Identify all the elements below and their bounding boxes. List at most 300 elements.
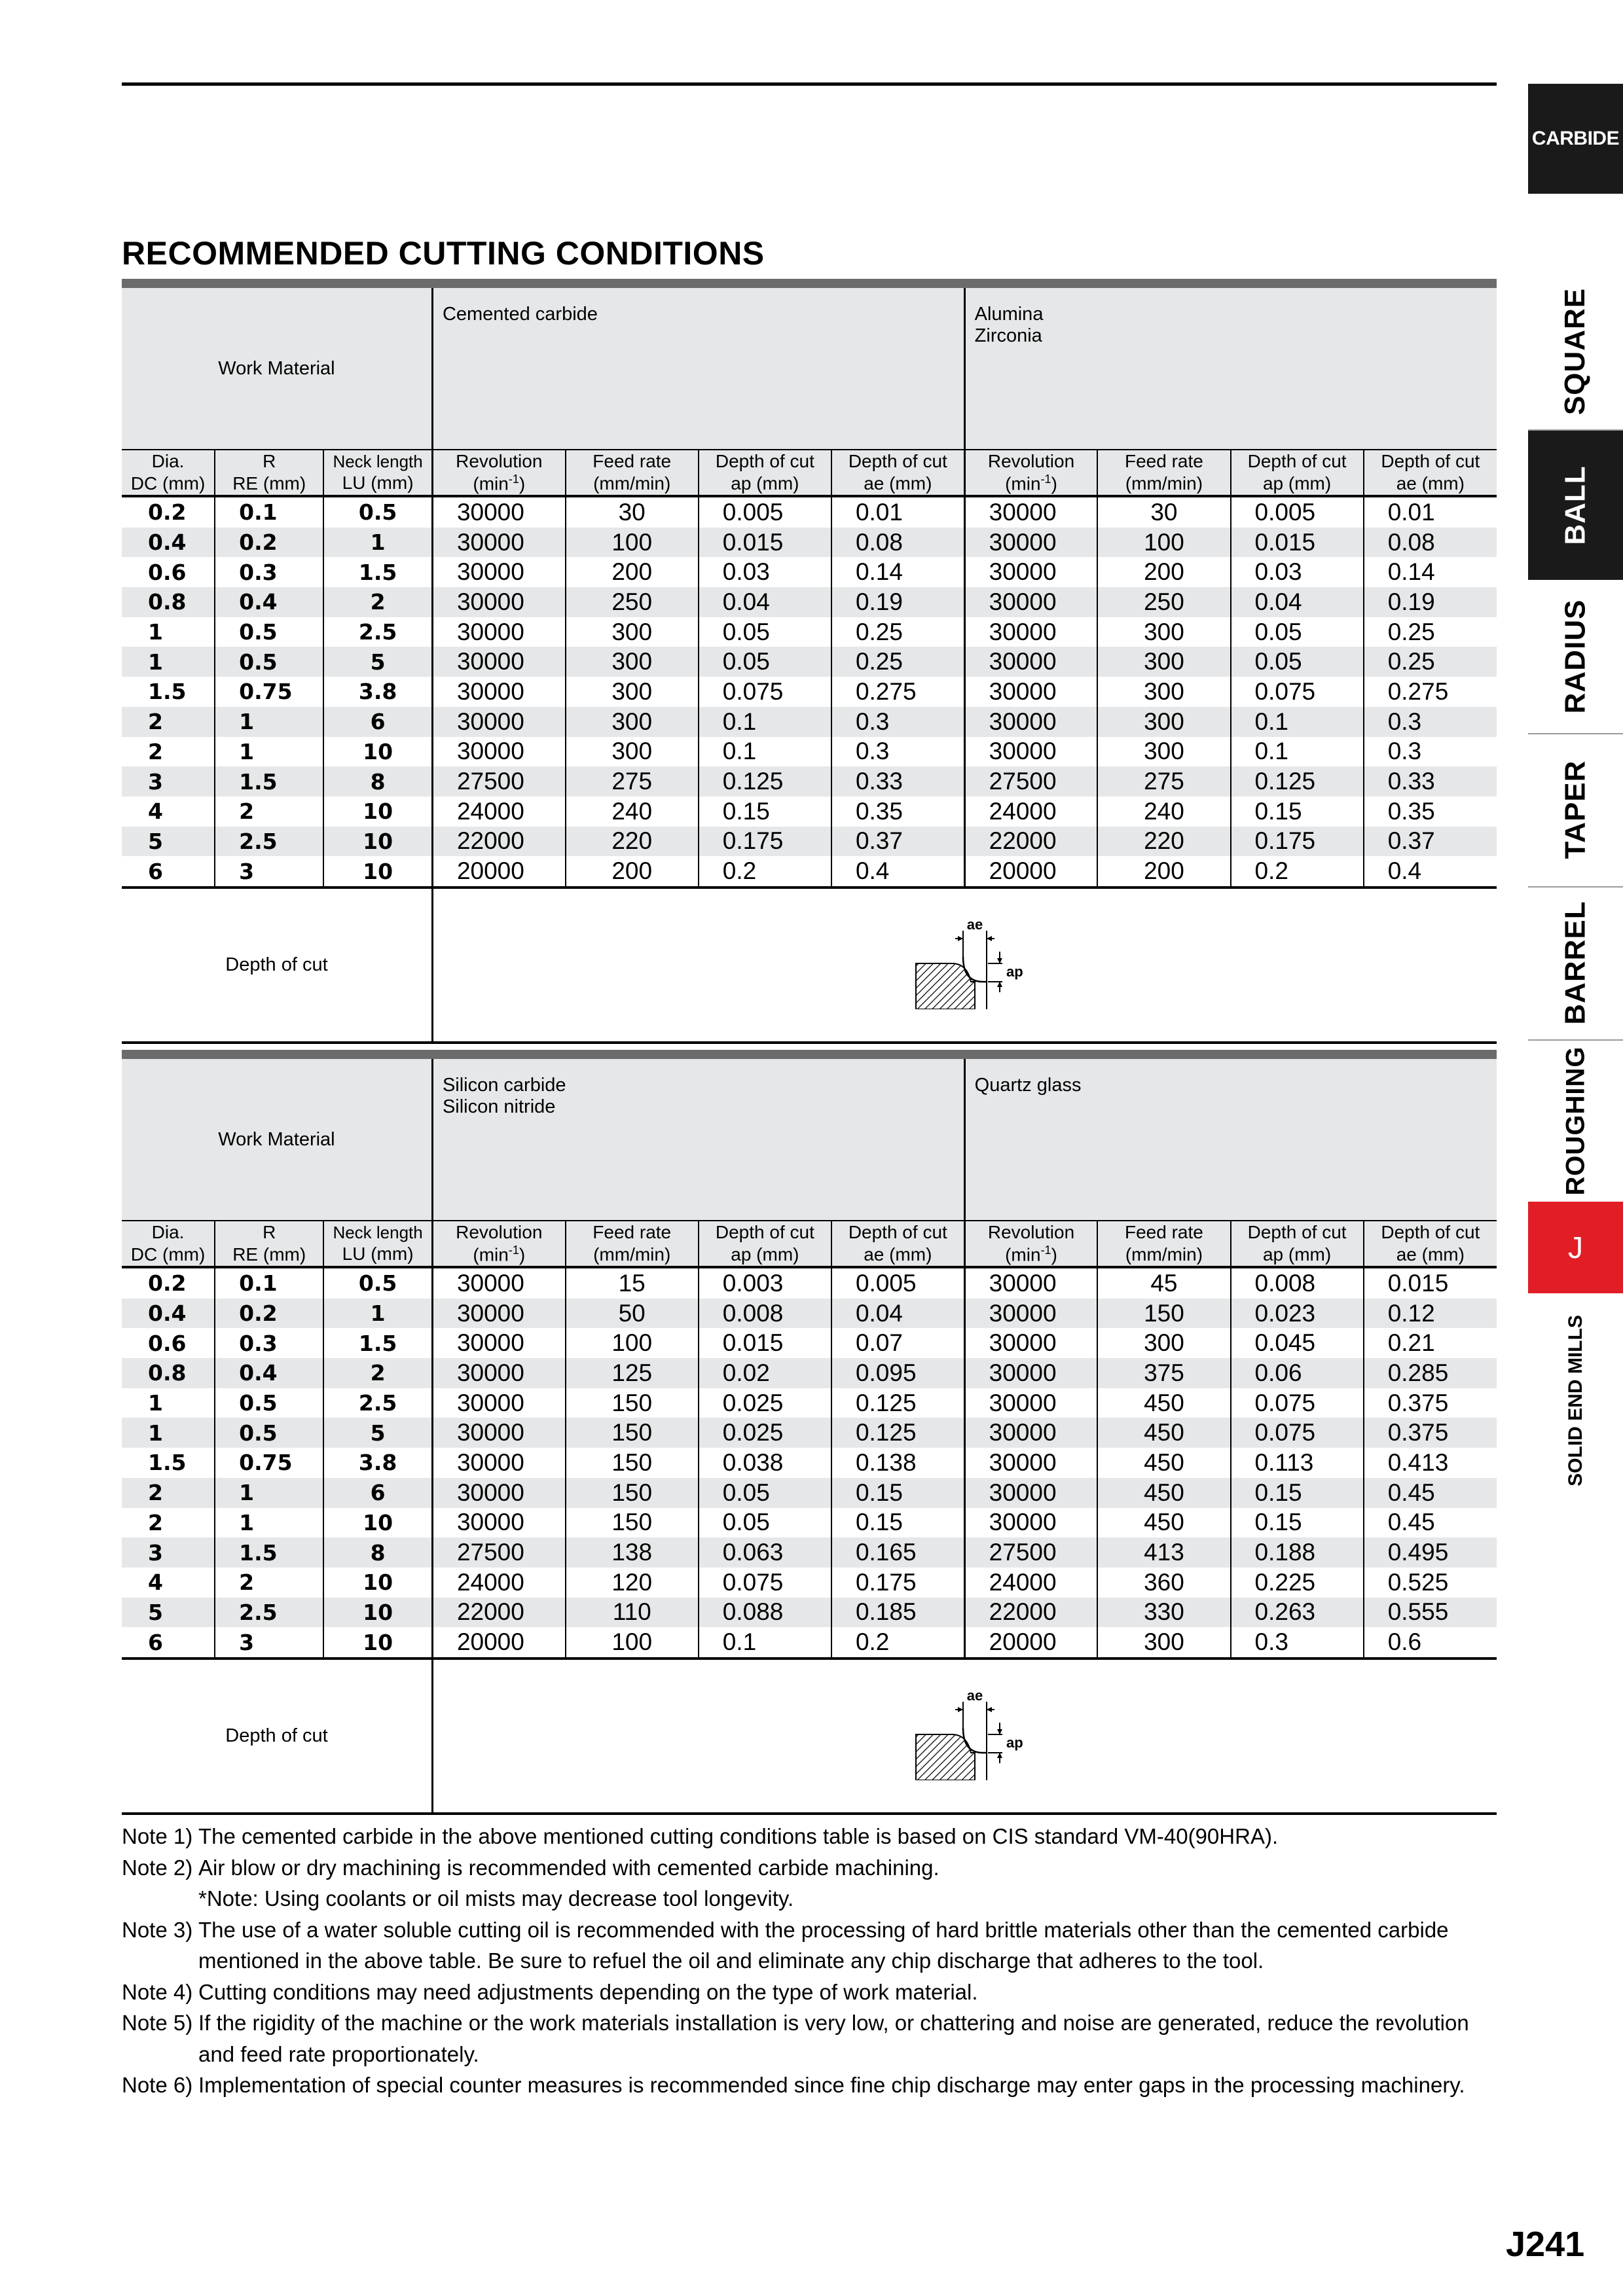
table-cell: 24000 [964, 1568, 1097, 1598]
depth-of-cut-row [122, 888, 1497, 1043]
material-name [432, 288, 964, 450]
table-cell: 0.04 [831, 1299, 964, 1329]
column-header-line: LU (mm) [342, 472, 414, 493]
column-header-line: DC (mm) [130, 473, 206, 493]
column-header-line: ap (mm) [1262, 473, 1332, 493]
table-cell: 3 [122, 766, 215, 797]
table-cell: 0.25 [1364, 647, 1497, 677]
column-header-line [433, 473, 565, 495]
material-name-line: Cemented carbide [442, 304, 598, 325]
table-cell: 0.3 [215, 557, 323, 587]
table-cell: 0.3 [831, 737, 964, 767]
table-cell: 6 [122, 856, 215, 888]
table-cell: 150 [566, 1508, 699, 1538]
table-cell: 0.1 [699, 1627, 831, 1659]
table-cell: 0.008 [1231, 1267, 1364, 1299]
table-cell: 0.025 [699, 1418, 831, 1448]
table-cell: 0.8 [122, 1358, 215, 1388]
table-cell: 30000 [432, 1358, 565, 1388]
table-cell: 0.2 [1231, 856, 1364, 888]
table-cell: 0.3 [215, 1328, 323, 1358]
table-cell: 1 [323, 528, 432, 558]
table-row [122, 1299, 1497, 1329]
table-cell: 0.2 [215, 528, 323, 558]
table-row [122, 1418, 1497, 1448]
note-item [122, 2070, 1497, 2101]
table-cell: 300 [1097, 647, 1230, 677]
table-cell: 30000 [432, 1508, 565, 1538]
table-cell: 0.495 [1364, 1537, 1497, 1568]
table-cell: 0.05 [699, 1478, 831, 1508]
table-cell: 120 [566, 1568, 699, 1598]
table-cell: 22000 [964, 1598, 1097, 1628]
column-header-line: Neck length [333, 1222, 423, 1242]
column-header-feed [1097, 1221, 1230, 1267]
table-cell: 0.2 [215, 1299, 323, 1329]
table-top-bar [122, 1050, 1497, 1059]
table-cell: 450 [1097, 1478, 1230, 1508]
material-name [964, 1059, 1497, 1221]
table-cell: 0.14 [831, 557, 964, 587]
table-cell: 0.3 [831, 707, 964, 737]
table-cell: 30000 [432, 707, 565, 737]
table-cell: 3 [215, 1627, 323, 1659]
table-cell: 30000 [432, 528, 565, 558]
ae-label: ae [966, 1688, 983, 1704]
table-row [122, 496, 1497, 528]
table-cell: 220 [1097, 827, 1230, 857]
cutting-table-2 [122, 1050, 1497, 1815]
column-header-ap [1231, 450, 1364, 496]
column-header-line: Revolution [456, 451, 543, 472]
note-item [122, 2007, 1497, 2070]
table-cell: 0.14 [1387, 558, 1435, 586]
tab-carbide[interactable] [1528, 84, 1623, 194]
column-header-line: Depth of cut [848, 1222, 947, 1243]
table-cell: 0.2 [122, 1267, 215, 1299]
table-row [122, 707, 1497, 737]
table-cell: 1 [215, 1478, 323, 1508]
table-cell: 0.05 [699, 647, 831, 677]
column-header-line: ap (mm) [731, 473, 799, 493]
table-cell: 100 [1097, 528, 1230, 558]
depth-of-cut-diagram [890, 1689, 1040, 1780]
table-cell: 30000 [964, 1418, 1097, 1448]
table-cell: 450 [1097, 1508, 1230, 1538]
table-cell: 250 [1097, 587, 1230, 617]
table-cell: 6 [122, 1627, 215, 1659]
unit-text: ) [1051, 1244, 1057, 1265]
table-cell: 15 [566, 1267, 699, 1299]
tab-radius[interactable] [1528, 581, 1623, 732]
solid-end-mills-label [1528, 1302, 1623, 1499]
table-cell: 413 [1097, 1537, 1230, 1568]
table-cell: 360 [1097, 1568, 1230, 1598]
column-header-line: (mm/min) [1125, 1244, 1203, 1265]
note-number: Note 2) [122, 1855, 193, 1880]
table-cell: 30000 [964, 647, 1097, 677]
table-cell: 0.1 [699, 737, 831, 767]
table-cell: 138 [566, 1537, 699, 1568]
table-cell: 30000 [964, 1448, 1097, 1478]
table-row [122, 1598, 1497, 1628]
table-cell: 2 [215, 797, 323, 827]
tab-taper[interactable] [1528, 734, 1623, 885]
table-cell: 100 [566, 1328, 699, 1358]
table-cell: 30000 [964, 557, 1097, 587]
table-cell: 30000 [432, 1299, 565, 1329]
table-cell: 0.1 [215, 1267, 323, 1299]
table-row [122, 647, 1497, 677]
column-header-row [122, 1221, 1497, 1267]
table-cell: 0.038 [699, 1448, 831, 1478]
column-header-line: R [263, 451, 276, 472]
table-cell: 0.138 [831, 1448, 964, 1478]
table-cell: 10 [323, 827, 432, 857]
table-cell: 0.4 [122, 1299, 215, 1329]
table-cell: 0.35 [831, 797, 964, 827]
column-header-r [215, 450, 323, 496]
table-cell: 0.285 [1364, 1358, 1497, 1388]
unit-text: (min [473, 473, 509, 494]
table-cell: 30000 [432, 587, 565, 617]
table-cell: 22000 [432, 1598, 565, 1628]
column-header-line: Depth of cut [1247, 1222, 1347, 1243]
table-cell: 0.003 [699, 1267, 831, 1299]
table-cell: 0.525 [1387, 1568, 1449, 1596]
table-cell: 240 [1097, 797, 1230, 827]
ae-label: ae [966, 917, 983, 933]
table-cell: 10 [323, 797, 432, 827]
column-header-line: RE (mm) [232, 1244, 306, 1265]
table-cell: 2.5 [323, 617, 432, 647]
table-cell: 0.5 [215, 1388, 323, 1418]
table-cell: 0.275 [1387, 677, 1449, 705]
table-row [122, 1478, 1497, 1508]
table-cell: 6 [323, 707, 432, 737]
notes [122, 1821, 1497, 2101]
column-header-rev [432, 450, 565, 496]
table-cell: 0.8 [122, 587, 215, 617]
table-cell: 1.5 [122, 1448, 215, 1478]
table-cell: 0.1 [215, 496, 323, 528]
table-cell: 0.5 [215, 647, 323, 677]
table-cell: 0.063 [699, 1537, 831, 1568]
table-cell: 0.05 [1231, 647, 1364, 677]
table-cell: 0.33 [831, 766, 964, 797]
table-cell: 0.75 [215, 1448, 323, 1478]
table-cell: 24000 [432, 1568, 565, 1598]
table-cell: 0.1 [1231, 707, 1364, 737]
table-cell: 1.5 [215, 766, 323, 797]
table-row [122, 1568, 1497, 1598]
table-cell: 300 [1097, 677, 1230, 707]
table-cell: 0.03 [699, 557, 831, 587]
table-cell: 1 [323, 1299, 432, 1329]
table-cell: 22000 [964, 827, 1097, 857]
column-header-line: Depth of cut [1247, 451, 1347, 472]
column-header-feed [1097, 450, 1230, 496]
material-name-line: Silicon nitride [442, 1096, 556, 1118]
table-cell: 125 [566, 1358, 699, 1388]
table-cell: 0.088 [699, 1598, 831, 1628]
note-number: Note 3) [122, 1917, 193, 1942]
table-cell: 0.4 [1364, 856, 1497, 888]
column-header-line: Revolution [987, 1222, 1075, 1243]
note-text: The cemented carbide in the above mentioned cutting conditions table is based on CIS standard VM-40(90HRA). [198, 1824, 1279, 1848]
table-cell: 1 [215, 707, 323, 737]
table-cell: 3.8 [323, 1448, 432, 1478]
table-cell: 0.12 [1364, 1299, 1497, 1329]
table-cell: 30000 [964, 707, 1097, 737]
column-header-ae [831, 1221, 964, 1267]
table-cell: 300 [1097, 737, 1230, 767]
table-cell: 20000 [432, 1627, 565, 1659]
table-row [122, 1328, 1497, 1358]
column-header-line: ae (mm) [864, 1244, 932, 1265]
table-body [122, 1059, 1497, 1814]
table-cell: 150 [566, 1418, 699, 1448]
note-text: The use of a water soluble cutting oil is recommended with the processing of hard brittle materials other than the cemented carbide mentioned in the above table. Be sure to refuel the oil and eliminate any chip discharge that adheres to the tool. [198, 1917, 1449, 1973]
table-cell: 10 [323, 1627, 432, 1659]
column-header-line: Dia. [151, 1222, 185, 1243]
table-cell: 150 [1097, 1299, 1230, 1329]
note-number: Note 5) [122, 2011, 193, 2035]
note-text: Cutting conditions may need adjustments depending on the type of work material. [198, 1979, 978, 2004]
tab-carbide-label: CARBIDE [1531, 128, 1620, 149]
column-header-line: Neck length [333, 451, 423, 471]
table-cell: 0.125 [831, 1418, 964, 1448]
table-cell: 30000 [964, 737, 1097, 767]
tab-j[interactable] [1528, 1202, 1623, 1293]
table-cell: 0.375 [1387, 1389, 1449, 1416]
table-cell: 10 [323, 737, 432, 767]
column-header-neck [323, 450, 432, 496]
tab-barrel[interactable] [1528, 888, 1623, 1038]
work-material-label: Work Material [122, 288, 432, 450]
column-header-dia [122, 450, 215, 496]
depth-of-cut-diagram-cell [432, 888, 1497, 1043]
column-header-line: R [263, 1222, 276, 1243]
table-cell: 0.015 [699, 528, 831, 558]
table-cell: 30000 [432, 1478, 565, 1508]
table-cell: 2 [323, 1358, 432, 1388]
column-header-feed [566, 1221, 699, 1267]
column-header-ae [1364, 450, 1497, 496]
table-cell: 150 [566, 1448, 699, 1478]
table-cell: 100 [566, 1627, 699, 1659]
work-material-label: Work Material [122, 1059, 432, 1221]
table-cell: 0.025 [699, 1388, 831, 1418]
table-row [122, 827, 1497, 857]
tab-roughing[interactable] [1528, 1041, 1623, 1200]
table-top-bar [122, 279, 1497, 288]
table-cell: 0.175 [699, 827, 831, 857]
table-cell: 30000 [432, 737, 565, 767]
table-cell: 0.175 [1231, 827, 1364, 857]
table-cell: 10 [323, 1568, 432, 1598]
table-cell: 10 [323, 1598, 432, 1628]
table-cell: 0.095 [831, 1358, 964, 1388]
table-cell: 275 [1097, 766, 1230, 797]
column-header-line: (mm/min) [593, 1244, 671, 1265]
table-cell: 10 [323, 1508, 432, 1538]
table-cell: 30 [1097, 496, 1230, 528]
table-cell: 27500 [964, 1537, 1097, 1568]
table-cell: 24000 [432, 797, 565, 827]
top-rule [122, 82, 1497, 86]
table-cell: 0.08 [1364, 528, 1497, 558]
table-cell: 0.15 [699, 797, 831, 827]
table-cell: 5 [323, 647, 432, 677]
table-cell: 1 [122, 617, 215, 647]
table-cell: 4 [122, 797, 215, 827]
note-text: Implementation of special counter measures is recommended since fine chip discharge may enter gaps in the processing machinery. [198, 2073, 1465, 2097]
table-cell: 0.33 [1364, 766, 1497, 797]
material-name [964, 288, 1497, 450]
column-header-rev [964, 450, 1097, 496]
table-cell: 0.263 [1231, 1598, 1364, 1628]
table-cell: 0.125 [699, 766, 831, 797]
column-header-line: ae (mm) [1396, 1244, 1465, 1265]
table-cell: 30000 [964, 496, 1097, 528]
table-cell: 30000 [432, 1328, 565, 1358]
table-cell: 5 [122, 1598, 215, 1628]
tab-barrel-label: BARREL [1559, 901, 1592, 1025]
table-cell: 8 [323, 1537, 432, 1568]
table-cell: 5 [122, 827, 215, 857]
note-item [122, 1977, 1497, 2008]
tab-radius-label: RADIUS [1559, 599, 1592, 714]
table-row [122, 1627, 1497, 1659]
table-cell: 0.008 [699, 1299, 831, 1329]
note-number: Note 1) [122, 1824, 193, 1848]
table-cell: 1 [215, 737, 323, 767]
column-header-line: Feed rate [593, 1222, 672, 1243]
table-row [122, 677, 1497, 707]
table-cell: 30000 [432, 1448, 565, 1478]
table-cell: 2 [215, 1568, 323, 1598]
column-header-line: ae (mm) [1396, 473, 1465, 493]
unit-superscript: -1 [1040, 472, 1051, 486]
table-cell: 30000 [964, 1478, 1097, 1508]
tab-roughing-label: ROUGHING [1561, 1046, 1590, 1195]
table-cell: 300 [566, 677, 699, 707]
column-header-ae [831, 450, 964, 496]
unit-text: ) [519, 473, 526, 494]
table-cell: 300 [1097, 1627, 1230, 1659]
depth-of-cut-diagram-cell [432, 1659, 1497, 1814]
tab-j-label: J [1568, 1230, 1583, 1265]
table-cell: 27500 [432, 766, 565, 797]
table-cell: 50 [566, 1299, 699, 1329]
table-cell: 2.5 [215, 1598, 323, 1628]
table-cell: 0.015 [1387, 1269, 1449, 1297]
unit-superscript: -1 [508, 1243, 519, 1257]
table-cell: 0.6 [1364, 1627, 1497, 1659]
table-cell: 30000 [964, 617, 1097, 647]
unit-superscript: -1 [1040, 1243, 1051, 1257]
table-cell: 0.113 [1231, 1448, 1364, 1478]
column-header-line: ap (mm) [1262, 1244, 1332, 1265]
depth-of-cut-label: Depth of cut [122, 888, 432, 1043]
column-header-ap [699, 450, 831, 496]
table-row [122, 1358, 1497, 1388]
table-cell: 30000 [432, 677, 565, 707]
table-cell: 30000 [964, 1388, 1097, 1418]
table-cell: 0.075 [699, 677, 831, 707]
table-cell: 200 [1097, 856, 1230, 888]
column-header-line: Depth of cut [715, 451, 814, 472]
table-cell: 1 [215, 1508, 323, 1538]
table-cell: 0.4 [831, 856, 964, 888]
material-name-line: Zirconia [974, 325, 1042, 347]
table-cell: 0.25 [831, 617, 964, 647]
table-cell: 300 [566, 737, 699, 767]
tab-taper-label: TAPER [1559, 760, 1592, 859]
table-cell: 2 [122, 1478, 215, 1508]
table-cell: 300 [566, 617, 699, 647]
column-header-line: Feed rate [1125, 451, 1203, 472]
table-cell: 10 [323, 856, 432, 888]
table-cell: 300 [1097, 617, 1230, 647]
table-cell: 0.005 [831, 1267, 964, 1299]
table-cell: 1.5 [215, 1537, 323, 1568]
table-cell: 30000 [432, 617, 565, 647]
ap-label: ap [1006, 963, 1023, 980]
unit-text: ) [1051, 473, 1057, 494]
table-cell: 2.5 [215, 827, 323, 857]
table-cell: 0.45 [1387, 1509, 1435, 1536]
column-header-r [215, 1221, 323, 1267]
table-cell: 0.15 [831, 1508, 964, 1538]
table-cell: 0.4 [215, 587, 323, 617]
material-header-row [122, 1059, 1497, 1221]
table-cell: 3 [122, 1537, 215, 1568]
column-header-line: Feed rate [593, 451, 672, 472]
table-cell: 30000 [432, 496, 565, 528]
note-item [122, 1821, 1497, 1852]
material-name-line: Alumina [974, 304, 1044, 325]
table-cell: 0.19 [1364, 587, 1497, 617]
tab-square[interactable] [1528, 275, 1623, 428]
table-cell: 0.25 [831, 647, 964, 677]
note-item [122, 1914, 1497, 1977]
unit-text: (min [1005, 473, 1041, 494]
table-cell: 2 [122, 707, 215, 737]
column-header-rev [432, 1221, 565, 1267]
table-cell: 30000 [964, 528, 1097, 558]
table-row [122, 737, 1497, 767]
table-row [122, 856, 1497, 888]
ap-label: ap [1006, 1734, 1023, 1751]
column-header-line [966, 473, 1097, 495]
table-cell: 1.5 [122, 677, 215, 707]
material-name-line: Silicon carbide [442, 1075, 566, 1096]
table-cell: 0.35 [1387, 797, 1435, 825]
unit-text: ) [519, 1244, 526, 1265]
column-header-line: (mm/min) [1125, 473, 1203, 493]
table-cell: 45 [1097, 1267, 1230, 1299]
table-cell: 200 [566, 557, 699, 587]
table-cell: 0.165 [831, 1537, 964, 1568]
table-cell: 0.37 [1364, 827, 1497, 857]
table-cell: 30000 [432, 557, 565, 587]
tab-ball[interactable] [1528, 431, 1623, 580]
table-cell: 0.05 [699, 1508, 831, 1538]
table-cell: 0.05 [699, 617, 831, 647]
table-cell: 275 [566, 766, 699, 797]
